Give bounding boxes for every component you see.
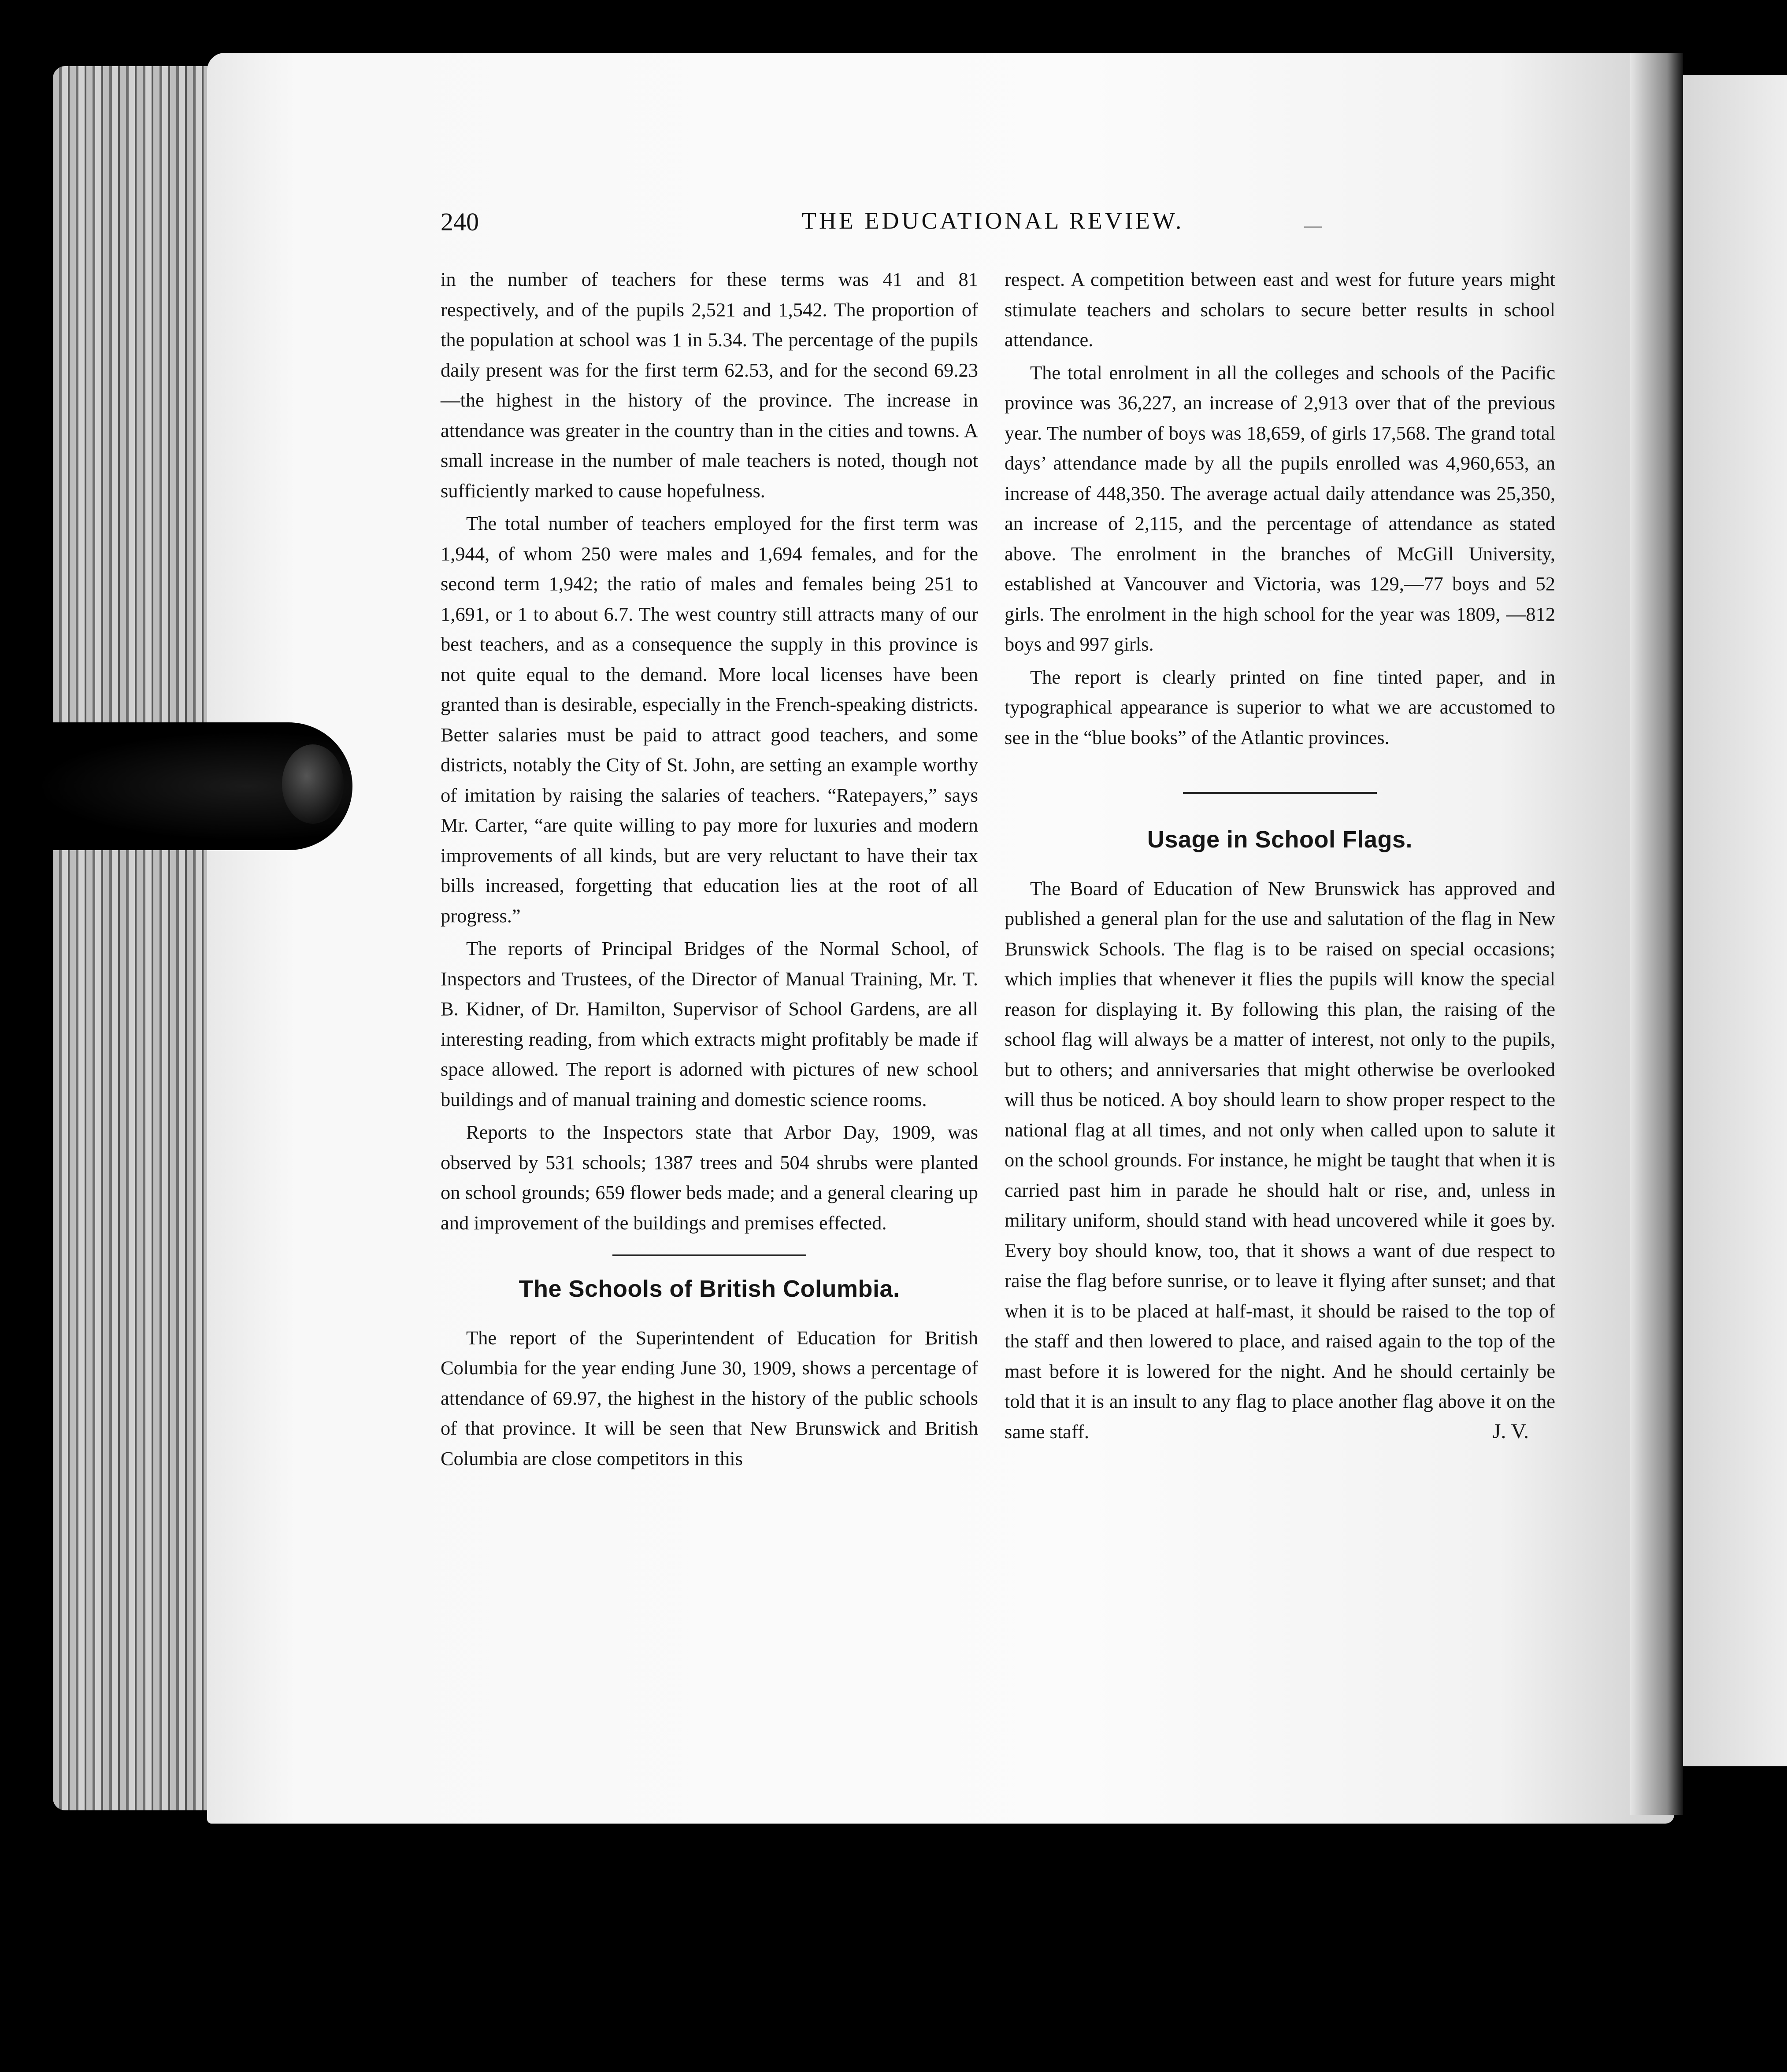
book-page-stack	[53, 66, 220, 1810]
section-divider	[1183, 792, 1377, 794]
left-paragraph-1: in the number of teachers for these terms was 41 and 81 respectively, and of the pupils 2,521 and 1,542. The proportion of the population at school was 1 in 5.34. The percentage of the pupils daily present was for the first term 62.53, and for the second 69.23—the highest in the history of the province. The increase in attendance was greater in the country than in the cities and towns. A small increase in the number of male teachers is noted, though not sufficiently marked to cause hopefulness.	[441, 268, 978, 502]
header-mark: —	[1304, 215, 1322, 235]
right-column	[1005, 264, 1555, 1447]
right-paragraph-3: The report is clearly printed on fine tinted paper, and in typographical appearance is superior to what we are accustomed to see in the “blue books” of the Atlantic provinces.	[1005, 666, 1555, 748]
page-number: 240	[441, 207, 479, 236]
right-paragraph-1: respect. A competition between east and west for future years might stimulate teachers and scholars to secure better results in school attendance.	[1005, 268, 1555, 351]
right-paragraph-4: The Board of Education of New Brunswick has approved and published a general plan for the use and salutation of the flag in New Brunswick Schools. The flag is to be raised on special occasions; which implies that whenever it flies the pupils will know the special reason for displaying it. By following this plan, the raising of the school flag will always be a matter of interest, not only to the pupils, but to others; and anniversaries that might otherwise be overlooked will thus be noticed. A boy should learn to show proper respect to the national flag at all times, and not only when called upon to salute it on the school grounds. For instance, he might be taught that when it is carried past him in parade he should halt or rise, and, unless in military uniform, should stand with head uncovered while it goes by. Every boy should know, too, that it shows a want of due respect to raise the flag before sunrise, or to leave it flying after sunset; and that when it is to be placed at half-mast, it should be raised to the top of the staff and then lowered to place, and raised again to the top of the mast before it is lowered for the night. And he should certainly be told that it is an insult to any flag to place another flag above it on the same staff.	[1005, 877, 1555, 1443]
left-paragraph-4: Reports to the Inspectors state that Arbor Day, 1909, was observed by 531 schools; 1387 trees and 504 shrubs were planted on school grounds; 659 flower beds made; and a general clearing up and improvement of the buildings and premises effected.	[441, 1121, 978, 1234]
right-paragraph-2: The total enrolment in all the colleges and schools of the Pacific province was 36,227, an increase of 2,913 over that of the previous year. The number of boys was 18,659, of girls 17,568. The grand total days’ attendance made by all the pupils enrolled was 4,960,653, an increase of 448,350. The average actual daily attendance was 25,350, an increase of 2,115, and the percentage of attendance as stated above. The enrolment in the branches of McGill University, established at Vancouver and Victoria, was 129,—77 boys and 52 girls. The enrolment in the high school for the year was 1809, —812 boys and 997 girls.	[1005, 361, 1555, 655]
author-signature: J. V.	[1492, 1420, 1529, 1443]
running-title: THE EDUCATIONAL REVIEW.	[802, 207, 1184, 234]
left-paragraph-3: The reports of Principal Bridges of the Normal School, of Inspectors and Trustees, of the Director of Manual Training, Mr. T. B. Kidner, of Dr. Hamilton, Supervisor of School Gardens, are all interesting reading, from which extracts might profitably be made if space allowed. The report is adorned with pictures of new school buildings and of manual training and domestic science rooms.	[441, 937, 978, 1110]
section-title-school-flags: Usage in School Flags.	[1147, 826, 1413, 853]
facing-page-edge	[1674, 75, 1787, 1766]
page-header	[441, 207, 1551, 255]
left-paragraph-2: The total number of teachers employed for the first term was 1,944, of whom 250 were males and 1,694 females, and for the second term 1,942; the ratio of males and females being 251 to 1,691, or 1 to about 6.7. The west country still attracts many of our best teachers, and as a consequence the supply in this province is not quite equal to the demand. More local licenses have been granted than is desirable, especially in the French-speaking districts. Better salaries must be paid to attract good teachers, and some districts, notably the City of St. John, are setting an example worthy of imitation by raising the salaries of teachers. “Ratepayers,” says Mr. Carter, “are quite willing to pay more for luxuries and modern improvements of all kinds, but are very reluctant to have their tax bills increased, forgetting that education lies at the root of all progress.”	[441, 512, 978, 927]
section-divider	[612, 1254, 806, 1256]
book-gutter	[1630, 53, 1683, 1815]
left-column	[441, 264, 978, 1473]
section-title-british-columbia: The Schools of British Columbia.	[519, 1276, 900, 1302]
fingernail	[282, 744, 344, 824]
left-paragraph-5: The report of the Superintendent of Education for British Columbia for the year ending June 30, 1909, shows a percentage of attendance of 69.97, the highest in the history of the public schools of that province. It will be seen that New Brunswick and British Columbia are close competitors in this	[441, 1326, 978, 1469]
